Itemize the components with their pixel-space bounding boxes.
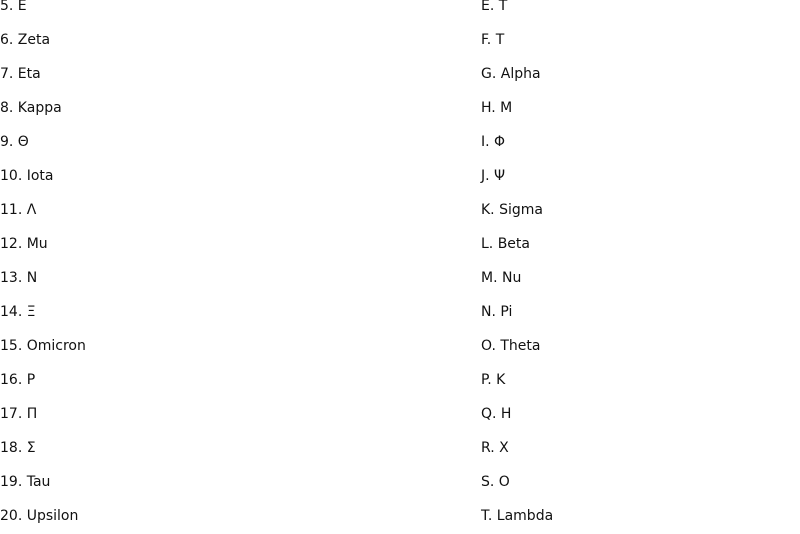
left-item: 9. Θ — [0, 134, 29, 150]
left-item: 20. Upsilon — [0, 508, 79, 524]
left-item: 16. Ρ — [0, 372, 36, 388]
matching-row — [0, 194, 800, 228]
matching-row — [0, 126, 800, 160]
matching-row — [0, 58, 800, 92]
left-item: 8. Kappa — [0, 100, 62, 116]
matching-row — [0, 398, 800, 432]
left-item: 13. Ν — [0, 270, 38, 286]
right-item: H. Μ — [481, 100, 513, 116]
left-item: 17. Π — [0, 406, 38, 422]
right-item: K. Sigma — [481, 202, 543, 218]
matching-row — [0, 262, 800, 296]
matching-row — [0, 228, 800, 262]
right-item: R. Χ — [481, 440, 509, 456]
matching-row — [0, 24, 800, 58]
matching-row — [0, 500, 800, 534]
matching-row — [0, 364, 800, 398]
left-item: 18. Σ — [0, 440, 36, 456]
matching-row — [0, 0, 800, 24]
right-item: Q. Η — [481, 406, 512, 422]
left-item: 11. Λ — [0, 202, 37, 218]
right-item: O. Theta — [481, 338, 541, 354]
right-item: S. Ο — [481, 474, 510, 490]
matching-row — [0, 296, 800, 330]
matching-row — [0, 160, 800, 194]
left-item: 10. Iota — [0, 168, 54, 184]
right-item: M. Nu — [481, 270, 522, 286]
left-item: 15. Omicron — [0, 338, 86, 354]
right-item: N. Pi — [481, 304, 513, 320]
right-item: L. Beta — [481, 236, 530, 252]
left-item: 19. Tau — [0, 474, 51, 490]
left-item: 6. Zeta — [0, 32, 51, 48]
matching-row — [0, 466, 800, 500]
left-item: 12. Mu — [0, 236, 48, 252]
matching-row — [0, 92, 800, 126]
left-item: 14. Ξ — [0, 304, 36, 320]
right-item: J. Ψ — [481, 168, 506, 184]
left-item: 7. Eta — [0, 66, 41, 82]
right-item: T. Lambda — [481, 508, 554, 524]
right-item: F. Τ — [481, 32, 505, 48]
matching-row — [0, 330, 800, 364]
matching-row — [0, 432, 800, 466]
right-item: I. Φ — [481, 134, 506, 150]
left-item: 5. Ε — [0, 0, 27, 14]
right-item: P. Κ — [481, 372, 506, 388]
right-item: E. Τ — [481, 0, 508, 14]
right-item: G. Alpha — [481, 66, 541, 82]
